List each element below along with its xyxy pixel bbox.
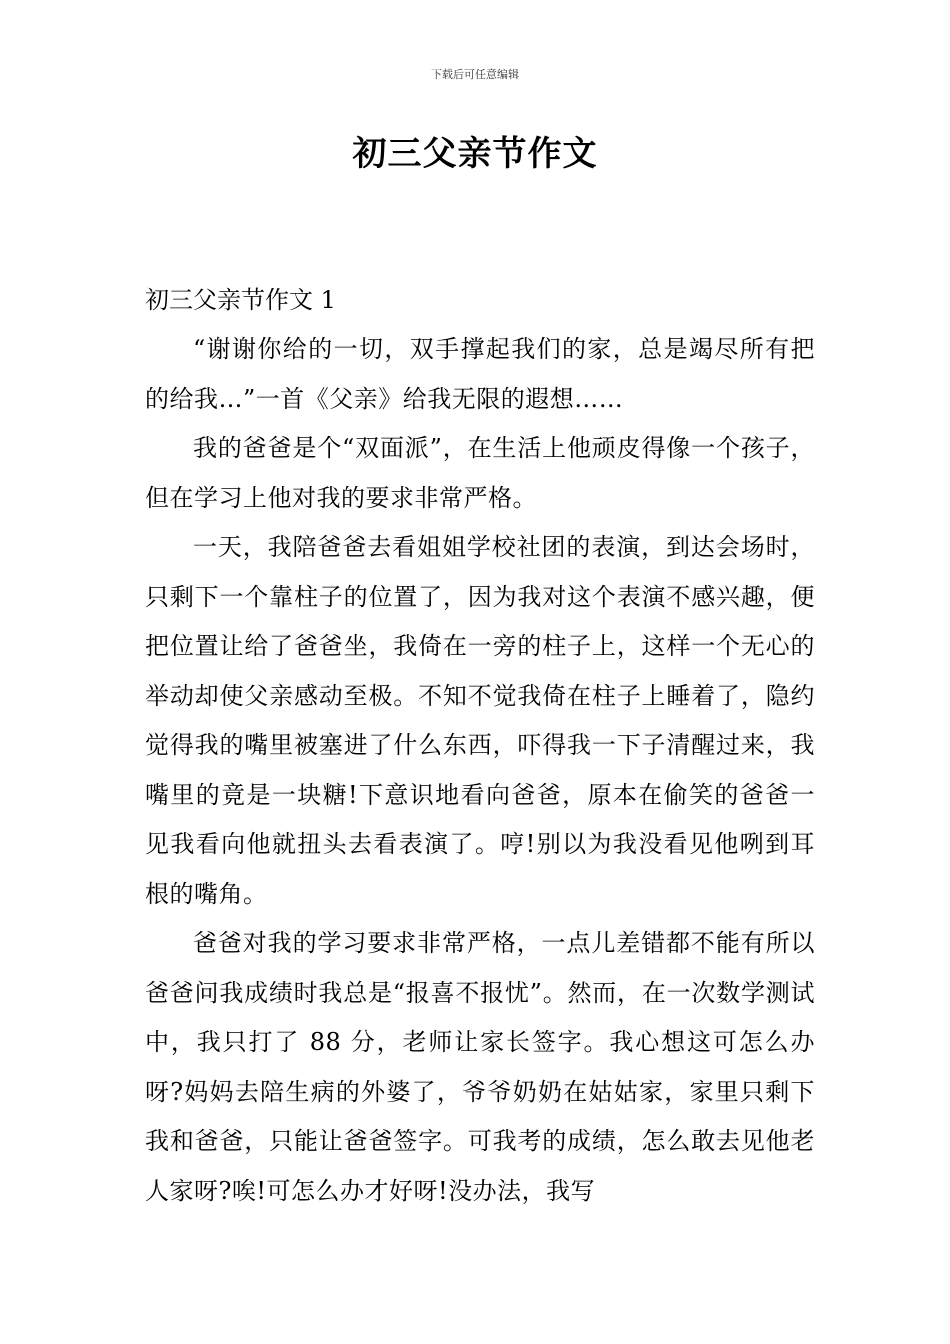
paragraph-3: 一天，我陪爸爸去看姐姐学校社团的表演，到达会场时，只剩下一个靠柱子的位置了，因为我对这个表演不感兴趣，便把位置让给了爸爸坐，我倚在一旁的柱子上，这样一个无心的举动却使父亲感动至极。不知不觉我倚在柱子上睡着了，隐约觉得我的嘴里被塞进了什么东西，吓得我一下子清醒过来，我嘴里的竟是一块糖!下意识地看向爸爸，原本在偷笑的爸爸一见我看向他就扭头去看表演了。哼!别以为我没看见他咧到耳根的嘴角。 — [145, 533, 815, 908]
page-title: 初三父亲节作文 — [352, 134, 598, 174]
paragraph-2: 我的爸爸是个“双面派”，在生活上他顽皮得像一个孩子，但在学习上他对我的要求非常严格。 — [145, 434, 815, 512]
paragraph-4: 爸爸对我的学习要求非常严格，一点儿差错都不能有所以爸爸问我成绩时我总是“报喜不报忧”。然而，在一次数学测试中，我只打了 88 分，老师让家长签字。我心想这可怎么办呀?妈妈去陪生病的外婆了，爷爷奶奶在姑姑家，家里只剩下我和爸爸，只能让爸爸签字。可我考的成绩，怎么敢去见他老人家呀?唉!可怎么办才好呀!没办法，我写 — [145, 929, 815, 1205]
article-body — [145, 275, 815, 1216]
paragraph-1: “谢谢你给的一切，双手撑起我们的家，总是竭尽所有把的给我…”一首《父亲》给我无限的遐想…… — [145, 335, 815, 413]
section-heading: 初三父亲节作文 1 — [145, 286, 336, 314]
header-note: 下载后可任意编辑 — [431, 68, 519, 81]
